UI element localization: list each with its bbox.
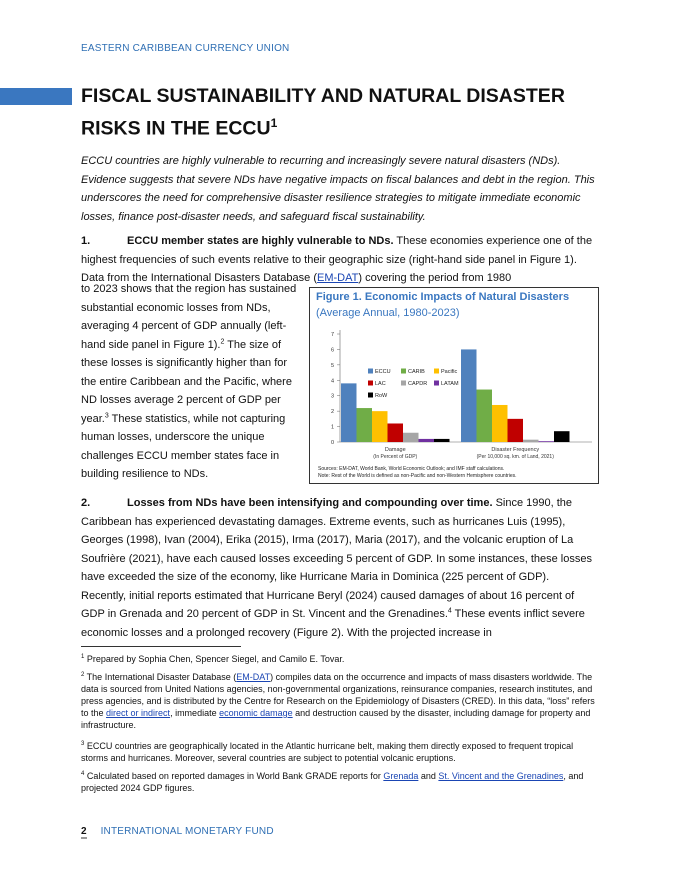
- footnote-text: Prepared by Sophia Chen, Spencer Siegel, and Camilo E. Tovar.: [84, 654, 345, 664]
- y-tick-label: 7: [330, 332, 334, 338]
- em-dat-footnote-link[interactable]: EM-DAT: [236, 672, 271, 682]
- title-text: FISCAL SUSTAINABILITY AND NATURAL DISASTER RISKS IN THE ECCU: [81, 85, 565, 140]
- x-category-label: Damage: [384, 447, 406, 453]
- figure-source: [318, 466, 596, 480]
- footnote-text: and: [418, 771, 439, 781]
- legend-label-latam: LATAM: [441, 381, 459, 387]
- legend-swatch-row: [368, 393, 373, 398]
- bar-lac-damage: [388, 423, 404, 442]
- footnote-1: [81, 651, 601, 665]
- paragraph-number: 1.: [81, 235, 91, 247]
- page-number: 2: [81, 826, 87, 837]
- y-tick-label: 3: [330, 393, 334, 400]
- paragraph-lead-in: Losses from NDs have been intensifying and compounding over time.: [127, 497, 493, 509]
- bar-chart: [310, 288, 600, 485]
- bar-eccu-damage: [341, 383, 357, 442]
- y-tick-label: 2: [330, 409, 334, 416]
- paragraph-1-wrapped: [81, 280, 301, 484]
- bar-latam-damage: [419, 439, 435, 442]
- footnote-2: [81, 669, 601, 731]
- y-tick-label: 4: [330, 378, 334, 385]
- y-tick-label: 6: [330, 347, 334, 354]
- footnote-text: , and projected 2024 GDP figures.: [81, 771, 584, 793]
- bar-carib-frequency: [477, 390, 493, 442]
- footer-org-name: INTERNATIONAL MONETARY FUND: [100, 826, 274, 837]
- footnote-mark: 1: [81, 654, 85, 660]
- paragraph-number: 2.: [81, 497, 91, 509]
- bar-pacific-frequency: [492, 405, 508, 442]
- legend-swatch-eccu: [368, 369, 373, 374]
- x-category-label: (Per 10,000 sq. km. of Land, 2021): [476, 454, 554, 460]
- figure-source-line: Sources: EM-DAT, World Bank, World Economic Outlook; and IMF staff calculations.: [318, 466, 505, 472]
- paragraph-text: Since 1990, the Caribbean has experienced devastating damages. Extreme events, such as hurricanes Luis (1995), Georges (1998), Ivan (2004), Erika (2015), Irma (2017), Maria (2017), and the volcanic eruption of La Soufrière (2021), have each caused losses exceeding 5 percent of GDP. In some instances, these losses have exceeded the size of the economy, like Hurricane Maria in Dominica (225 percent of GDP). Recently, initial reports estimated that Hurricane Beryl (2024) caused damages of about 16 percent of GDP in Grenada and 20 percent of GDP in St. Vincent and the Grenadines.: [81, 497, 592, 620]
- paragraph-text: These statistics, while not capturing human losses, underscore the unique challenges ECCU member states face in building resilience to NDs.: [81, 412, 286, 480]
- x-category-label: Disaster Frequency: [491, 447, 540, 453]
- legend-label-lac: LAC: [375, 381, 386, 387]
- legend-label-carib: CARIB: [408, 369, 425, 375]
- paragraph-2: [81, 494, 596, 642]
- st-vincent-link[interactable]: St. Vincent and the Grenadines: [438, 771, 564, 781]
- x-category-label: (In Percent of GDP): [373, 454, 418, 460]
- footnote-4: [81, 768, 601, 794]
- legend-swatch-capdr: [401, 381, 406, 386]
- y-tick-label: 0: [330, 440, 334, 446]
- footnote-text: ) compiles data on the occurrence and impacts of mass disasters worldwide. The data is sourced from United Nations agencies, non-governmental organizations, reinsurance companies, research institutes, and press agencies, and is distributed by the Centre for Research on the Epidemiology of Disasters (CRED). In this data, “loss” refers to the: [81, 672, 595, 718]
- bar-row-frequency: [554, 431, 570, 442]
- legend-swatch-latam: [434, 381, 439, 386]
- paragraph-text: These events inflict severe economic losses and a prolonged recovery (Figure 2). With the projected increase in: [81, 608, 585, 639]
- running-header: EASTERN CARIBBEAN CURRENCY UNION: [81, 43, 290, 54]
- footnote-text: ECCU countries are geographically located in the Atlantic hurricane belt, making them directly exposed to frequent tropical storms and hurricanes. Moreover, several countries are subject to potential volcanic eruptions.: [81, 741, 574, 763]
- bar-capdr-damage: [403, 433, 419, 442]
- bar-latam-frequency: [539, 441, 555, 442]
- title-accent-bar: [0, 88, 72, 105]
- bar-pacific-damage: [372, 411, 388, 442]
- figure-note-line: Note: Rest of the World is defined as non-Pacific and non-Western Hemisphere countries.: [318, 473, 517, 479]
- figure-title: Figure 1. Economic Impacts of Natural Disasters: [316, 291, 570, 303]
- footnote-text: Calculated based on reported damages in World Bank GRADE reports for: [84, 771, 384, 781]
- bar-carib-damage: [357, 408, 373, 442]
- lead-paragraph: ECCU countries are highly vulnerable to recurring and increasingly severe natural disasters (NDs). Evidence suggests that severe NDs have negative impacts on fiscal balances and debt in the region. This underscores the need for comprehensive disaster resilience strategies to mitigate immediate economic losses, finance post-disaster needs, and safeguard fiscal sustainability.: [81, 155, 595, 223]
- footnote-text: and destruction caused by the disaster, including damage for property and infrastructure.: [81, 708, 591, 730]
- figure-1: [309, 287, 599, 484]
- legend-swatch-lac: [368, 381, 373, 386]
- footnote-ref-4[interactable]: 4: [447, 607, 452, 615]
- bar-eccu-frequency: [461, 349, 477, 442]
- economic-damage-link[interactable]: economic damage: [219, 708, 293, 718]
- paragraph-lead-in: ECCU member states are highly vulnerable to NDs.: [127, 235, 394, 247]
- paragraph-text: to 2023 shows that the region has sustained substantial economic losses from NDs, averaging 4 percent of GDP annually (left-hand side panel in Figure 1).: [81, 283, 297, 351]
- footnote-3: [81, 738, 601, 764]
- legend-label-capdr: CAPDR: [408, 381, 428, 387]
- footnote-ref-2[interactable]: 2: [220, 337, 225, 345]
- paragraph-text: The size of these losses is significantly higher than for the entire Caribbean and the Pacific, where ND losses average 2 percent of GDP per year.: [81, 338, 292, 425]
- figure-subtitle: (Average Annual, 1980-2023): [316, 307, 460, 319]
- paragraph-text: ) covering the period from 1980: [358, 272, 512, 284]
- footnote-ref-3[interactable]: 3: [104, 411, 109, 419]
- direct-or-indirect-link[interactable]: direct or indirect: [106, 708, 171, 718]
- legend-swatch-pacific: [434, 369, 439, 374]
- em-dat-link[interactable]: EM-DAT: [317, 272, 359, 284]
- bar-lac-frequency: [508, 419, 524, 442]
- legend-label-eccu: ECCU: [375, 369, 391, 375]
- paragraph-text: These economies experience one of the highest frequencies of such events relative to their geographic size (right-hand side panel in Figure 1). Data from the International Disasters Database (: [81, 235, 593, 284]
- footnote-mark: 3: [81, 741, 85, 747]
- bar-capdr-frequency: [523, 440, 539, 442]
- y-tick-label: 5: [330, 362, 334, 369]
- grenada-link[interactable]: Grenada: [383, 771, 419, 781]
- footnote-separator: [81, 646, 241, 647]
- footnote-text: , immediate: [170, 708, 220, 718]
- footnote-text: The International Disaster Database (: [84, 672, 237, 682]
- footnote-mark: 2: [81, 672, 85, 678]
- legend-swatch-carib: [401, 369, 406, 374]
- legend-label-pacific: Pacific: [441, 369, 458, 375]
- page-footer: [81, 826, 274, 837]
- bar-row-damage: [434, 439, 450, 442]
- title-footnote-mark: 1: [270, 116, 278, 130]
- legend-label-row: RoW: [375, 393, 388, 399]
- y-tick-label: 1: [330, 424, 334, 431]
- page-title: [81, 83, 621, 143]
- footnote-mark: 4: [81, 771, 85, 777]
